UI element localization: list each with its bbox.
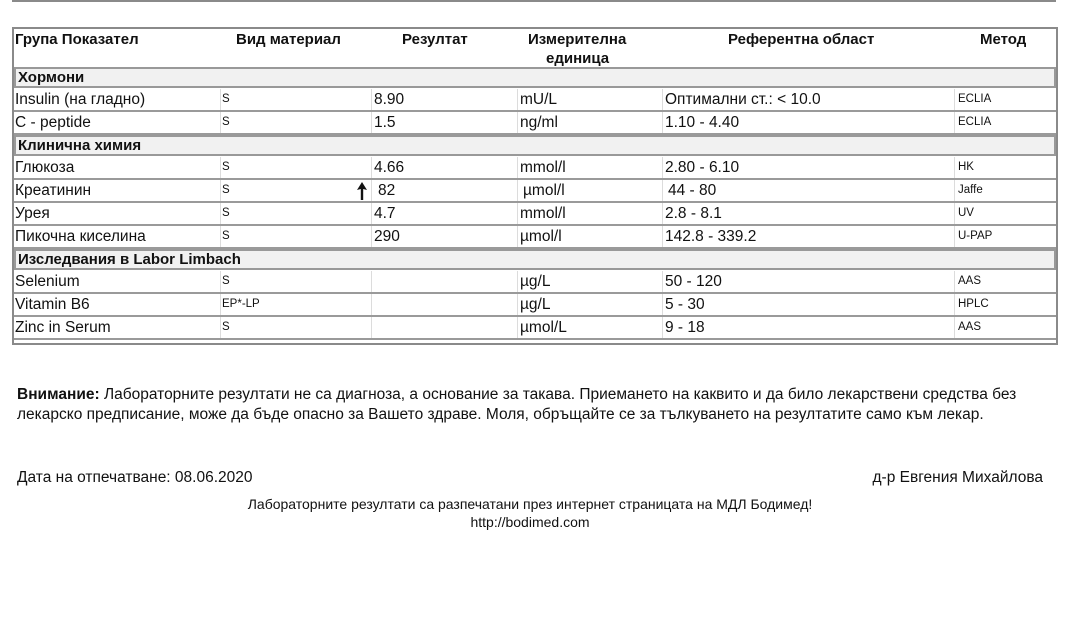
cell-reference: 44 - 80 xyxy=(668,182,717,199)
table-row xyxy=(14,157,1056,180)
column-divider xyxy=(954,271,955,292)
cell-name: C - peptide xyxy=(15,114,91,131)
cell-result: 82 xyxy=(378,182,396,199)
cell-name: Insulin (на гладно) xyxy=(15,91,146,108)
cell-unit: µg/L xyxy=(520,296,551,313)
column-divider xyxy=(371,157,372,178)
cell-unit: ng/ml xyxy=(520,114,558,131)
column-divider xyxy=(662,112,663,133)
cell-unit: mmol/l xyxy=(520,159,566,176)
cell-method: Jaffe xyxy=(958,184,983,196)
notice-label: Внимание: xyxy=(17,386,100,403)
column-divider xyxy=(517,112,518,133)
cell-reference: 2.80 - 6.10 xyxy=(665,159,740,176)
cell-unit: µmol/l xyxy=(520,228,562,245)
cell-material: S xyxy=(222,161,230,173)
cell-unit: µmol/l xyxy=(523,182,565,199)
column-divider xyxy=(371,294,372,315)
cell-material: S xyxy=(222,275,230,287)
cell-method: ECLIA xyxy=(958,93,992,105)
column-divider xyxy=(220,112,221,133)
footer-url: http://bodimed.com xyxy=(470,514,590,530)
column-divider xyxy=(371,180,372,201)
column-divider xyxy=(371,203,372,224)
column-divider xyxy=(517,317,518,338)
cell-material: S xyxy=(222,230,230,242)
table-row xyxy=(14,271,1056,294)
header-unit-line2: единица xyxy=(546,50,610,67)
cell-method: HPLC xyxy=(958,298,989,310)
previous-table-frame xyxy=(12,0,1056,2)
column-divider xyxy=(954,89,955,110)
notice xyxy=(17,385,1047,424)
column-divider xyxy=(220,203,221,224)
column-divider xyxy=(220,317,221,338)
header-material: Вид материал xyxy=(236,31,341,48)
column-divider xyxy=(220,89,221,110)
column-divider xyxy=(517,226,518,247)
cell-material: S xyxy=(222,184,230,196)
column-divider xyxy=(220,180,221,201)
column-divider xyxy=(662,89,663,110)
column-divider xyxy=(371,89,372,110)
section-header: Изследвания в Labor Limbach xyxy=(14,249,1056,270)
column-divider xyxy=(954,112,955,133)
header-reference: Референтна област xyxy=(728,31,875,48)
table-row xyxy=(14,89,1056,112)
column-divider xyxy=(220,294,221,315)
column-divider xyxy=(517,157,518,178)
notice-text: Лабораторните резултати не са диагноза, а основание за такава. Приемането на каквито и да било лекарствени средства без лекарско предписание, може да бъде опасно за Вашето здраве. Моля, обръщайте се за тълкуването на резултатите само към лекар. xyxy=(17,386,1017,423)
cell-method: AAS xyxy=(958,275,982,287)
column-divider xyxy=(954,203,955,224)
column-divider xyxy=(517,89,518,110)
header-result: Резултат xyxy=(402,31,468,48)
table-row xyxy=(14,112,1056,135)
cell-name: Глюкоза xyxy=(15,159,75,176)
cell-material: S xyxy=(222,93,230,105)
cell-method: HK xyxy=(958,161,974,173)
cell-name: Пикочна киселина xyxy=(15,228,146,245)
print-date: Дата на отпечатване: 08.06.2020 xyxy=(17,469,253,486)
cell-result: 1.5 xyxy=(374,114,396,131)
column-divider xyxy=(662,294,663,315)
table-row xyxy=(14,180,1056,203)
table-row xyxy=(14,226,1056,249)
cell-method: UV xyxy=(958,207,974,219)
cell-name: Vitamin B6 xyxy=(15,296,90,313)
column-divider xyxy=(954,317,955,338)
cell-method: U-PAP xyxy=(958,230,993,242)
column-divider xyxy=(662,317,663,338)
column-divider xyxy=(517,203,518,224)
cell-unit: mU/L xyxy=(520,91,558,108)
cell-result: 4.66 xyxy=(374,159,405,176)
cell-unit: µg/L xyxy=(520,273,551,290)
column-divider xyxy=(371,226,372,247)
cell-reference: 142.8 - 339.2 xyxy=(665,228,757,245)
column-divider xyxy=(954,226,955,247)
column-divider xyxy=(517,294,518,315)
column-divider xyxy=(662,180,663,201)
cell-name: Zinc in Serum xyxy=(15,319,111,336)
cell-result: 8.90 xyxy=(374,91,405,108)
header-unit-line1: Измерителна xyxy=(528,31,627,48)
cell-material: EP*-LP xyxy=(222,298,260,310)
table-row xyxy=(14,294,1056,317)
column-divider xyxy=(662,271,663,292)
column-divider xyxy=(517,180,518,201)
footer-note: Лабораторните резултати са разпечатани през интернет страницата на МДЛ Бодимед! xyxy=(247,496,813,512)
column-divider xyxy=(954,294,955,315)
column-divider xyxy=(662,203,663,224)
cell-material: S xyxy=(222,321,230,333)
cell-method: AAS xyxy=(958,321,982,333)
cell-material: S xyxy=(222,116,230,128)
cell-unit: mmol/l xyxy=(520,205,566,222)
cell-reference: 2.8 - 8.1 xyxy=(665,205,722,222)
cell-result: 4.7 xyxy=(374,205,396,222)
doctor-name: д-р Евгения Михайлова xyxy=(872,469,1043,486)
section-header: Клинична химия xyxy=(14,135,1056,156)
column-divider xyxy=(954,157,955,178)
cell-name: Selenium xyxy=(15,273,80,290)
arrow-up-icon xyxy=(356,182,368,200)
cell-reference: 5 - 30 xyxy=(665,296,705,313)
header-method: Метод xyxy=(980,31,1027,48)
column-divider xyxy=(662,157,663,178)
cell-method: ECLIA xyxy=(958,116,992,128)
table-row xyxy=(14,203,1056,226)
header-group: Група Показател xyxy=(15,31,139,48)
cell-unit: µmol/L xyxy=(520,319,567,336)
cell-result: 290 xyxy=(374,228,400,245)
column-divider xyxy=(954,180,955,201)
table-row xyxy=(14,317,1056,340)
column-divider xyxy=(371,317,372,338)
column-divider xyxy=(220,157,221,178)
section-header: Хормони xyxy=(14,67,1056,88)
column-divider xyxy=(662,226,663,247)
column-divider xyxy=(371,271,372,292)
results-table xyxy=(12,27,1058,345)
cell-name: Креатинин xyxy=(15,182,92,199)
cell-name: Урея xyxy=(15,205,50,222)
column-divider xyxy=(220,226,221,247)
cell-reference: Оптимални ст.: < 10.0 xyxy=(665,91,821,108)
column-divider xyxy=(220,271,221,292)
column-divider xyxy=(371,112,372,133)
cell-reference: 1.10 - 4.40 xyxy=(665,114,740,131)
cell-reference: 50 - 120 xyxy=(665,273,722,290)
cell-material: S xyxy=(222,207,230,219)
column-divider xyxy=(517,271,518,292)
cell-reference: 9 - 18 xyxy=(665,319,705,336)
